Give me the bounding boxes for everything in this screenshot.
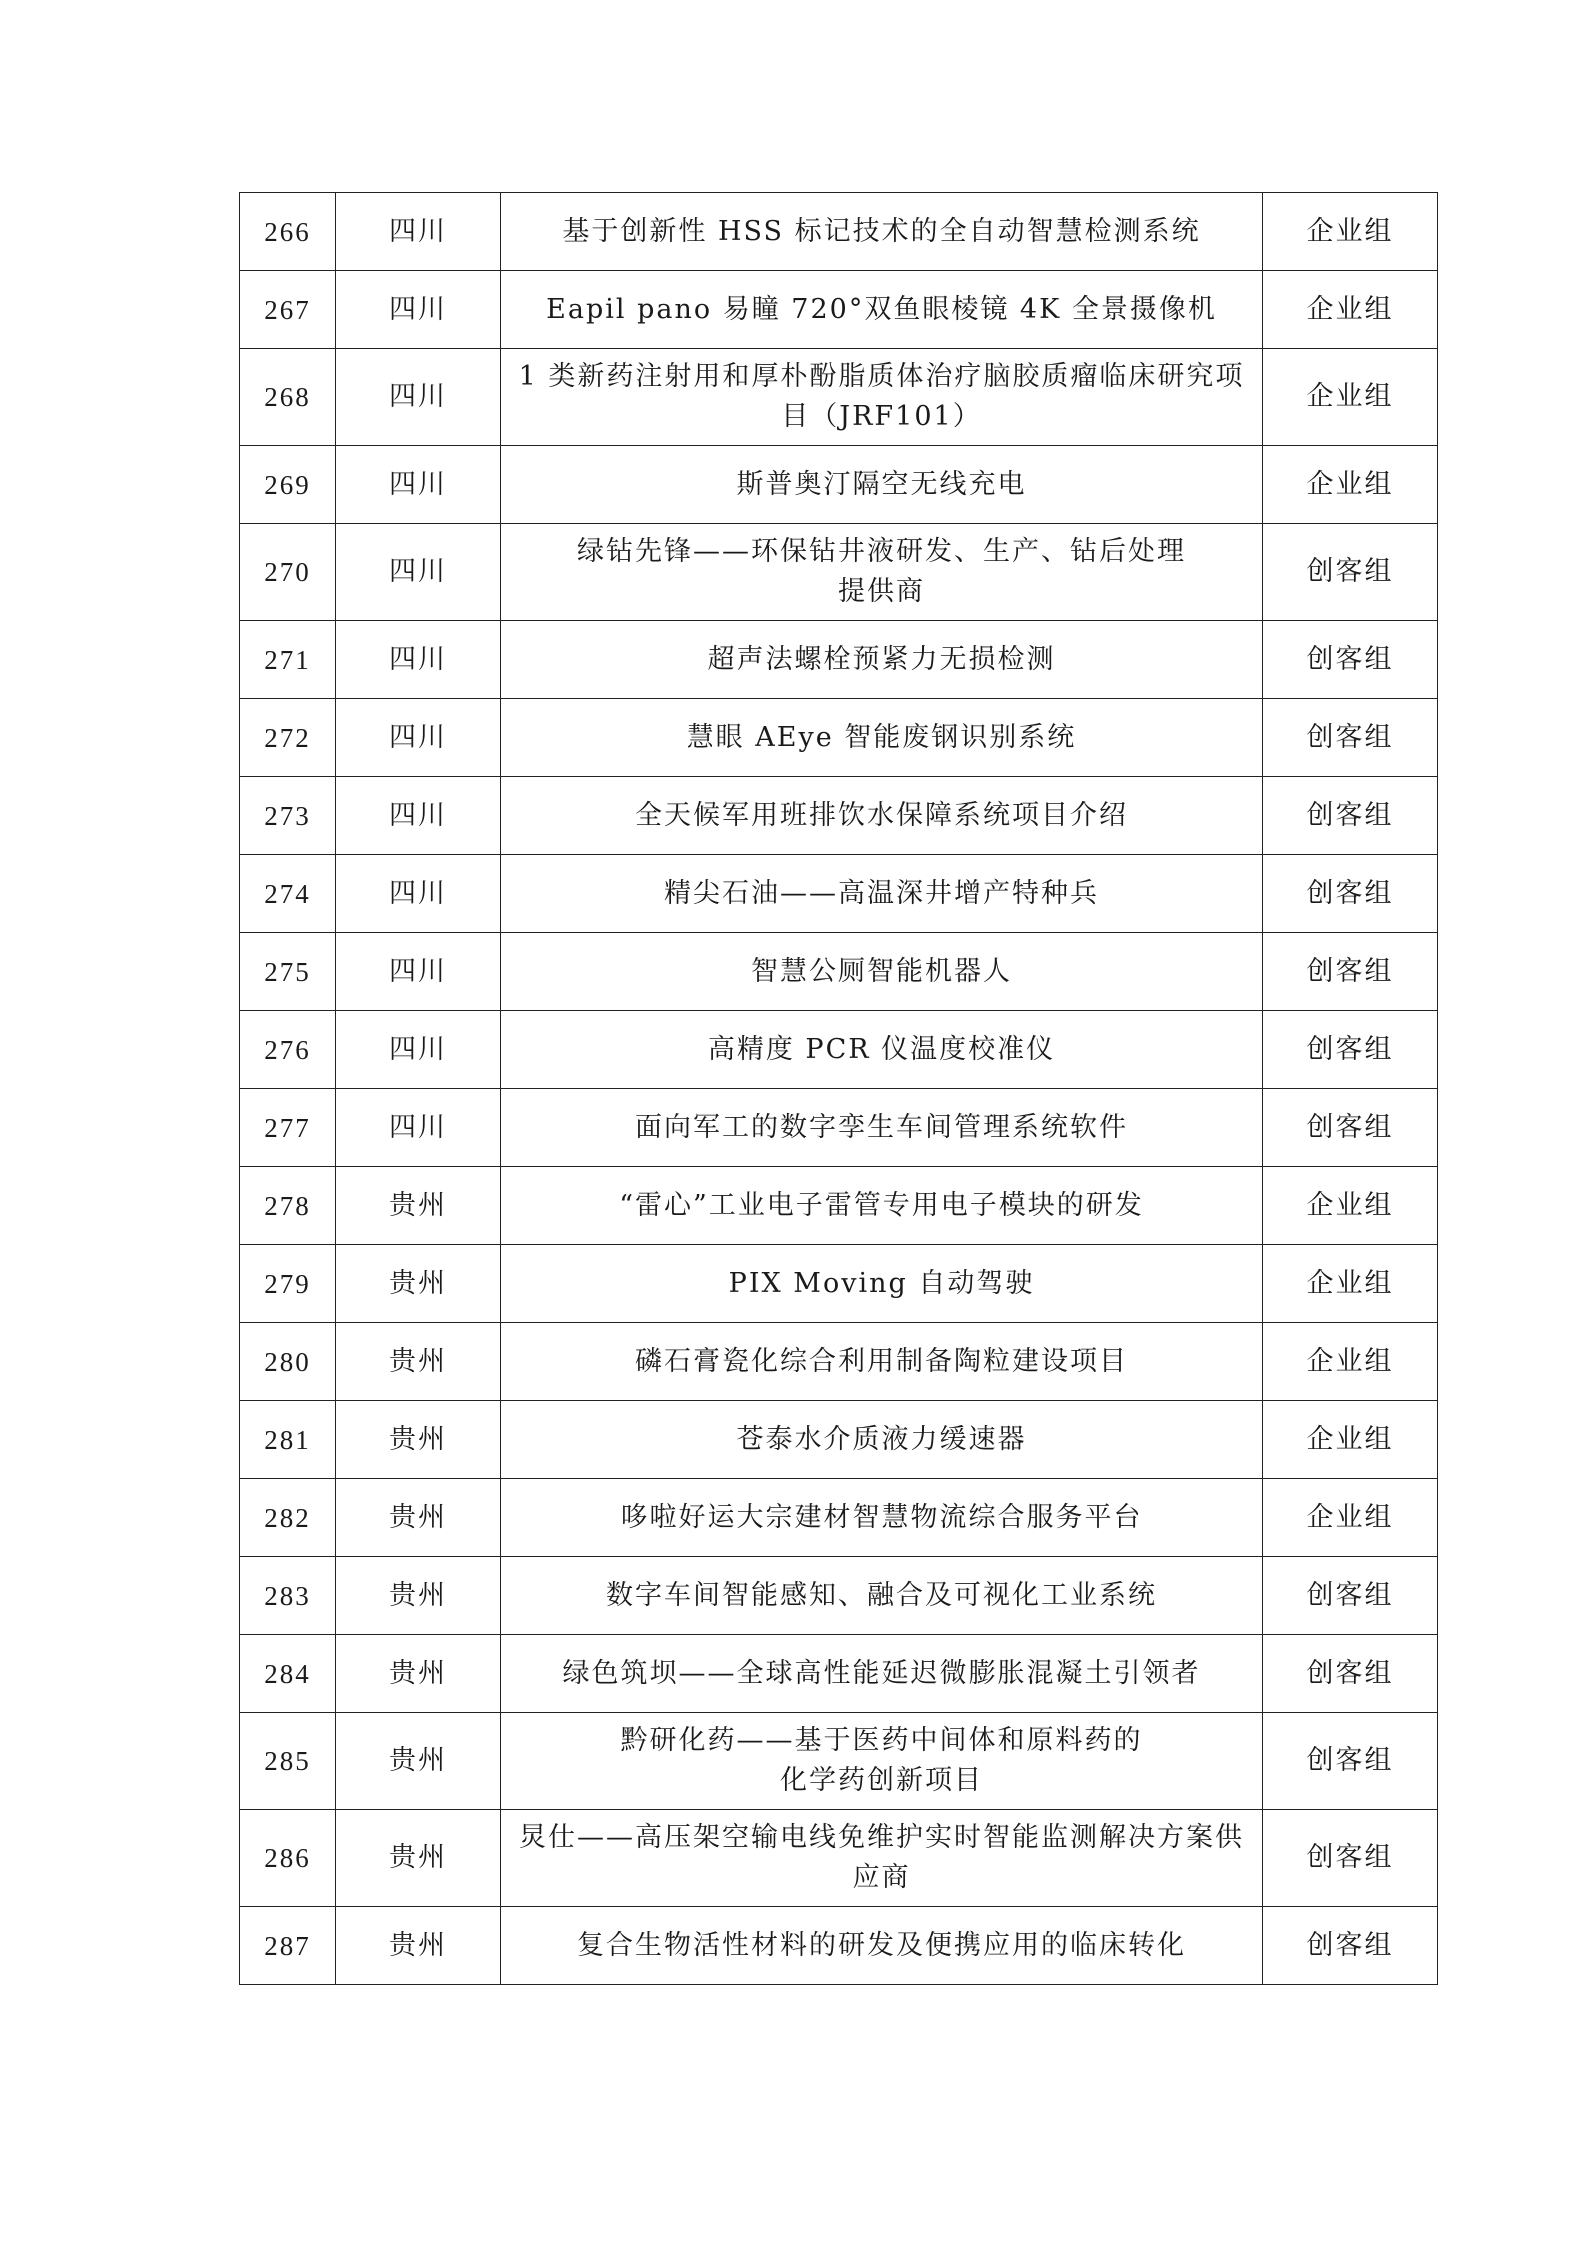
row-group: 创客组	[1263, 1011, 1438, 1089]
row-project-title	[501, 446, 1263, 524]
row-province: 四川	[336, 621, 501, 699]
row-group: 创客组	[1263, 621, 1438, 699]
row-group: 企业组	[1263, 1479, 1438, 1557]
row-project-title	[501, 855, 1263, 933]
table-row	[240, 1907, 1438, 1985]
row-province: 贵州	[336, 1557, 501, 1635]
project-title-line: 全天候军用班排饮水保障系统项目介绍	[635, 799, 1128, 831]
project-table	[239, 192, 1438, 1985]
table-row	[240, 1401, 1438, 1479]
row-group: 企业组	[1263, 193, 1438, 271]
table-row	[240, 1167, 1438, 1245]
row-project-title	[501, 699, 1263, 777]
row-number: 268	[240, 349, 336, 446]
project-title-line: 化学药创新项目	[780, 1765, 983, 1796]
row-project-title	[501, 621, 1263, 699]
row-province: 贵州	[336, 1907, 501, 1985]
row-province: 四川	[336, 193, 501, 271]
row-project-title	[501, 524, 1263, 621]
row-project-title	[501, 1323, 1263, 1401]
row-province: 贵州	[336, 1323, 501, 1401]
row-province: 贵州	[336, 1479, 501, 1557]
project-title-line: 应商	[852, 1862, 911, 1893]
row-project-title	[501, 1479, 1263, 1557]
row-province: 四川	[336, 699, 501, 777]
row-project-title	[501, 1167, 1263, 1245]
row-group: 企业组	[1263, 271, 1438, 349]
row-province: 贵州	[336, 1635, 501, 1713]
row-group: 创客组	[1263, 1907, 1438, 1985]
table-row	[240, 193, 1438, 271]
project-title-line: “雷心”工业电子雷管专用电子模块的研发	[619, 1189, 1144, 1221]
project-title-line: 复合生物活性材料的研发及便携应用的临床转化	[577, 1929, 1186, 1961]
project-title-line: 高精度 PCR 仪温度校准仪	[707, 1033, 1056, 1065]
row-project-title	[501, 1011, 1263, 1089]
project-title-line: 斯普奥汀隔空无线充电	[736, 468, 1027, 500]
project-title-line: 基于创新性 HSS 标记技术的全自动智慧检测系统	[562, 215, 1201, 247]
row-number: 285	[240, 1713, 336, 1810]
project-list-page	[239, 192, 1437, 1985]
row-number: 274	[240, 855, 336, 933]
table-row	[240, 1635, 1438, 1713]
project-title-line: 面向军工的数字孪生车间管理系统软件	[635, 1111, 1128, 1143]
project-title-line: 智慧公厕智能机器人	[751, 955, 1012, 987]
row-project-title	[501, 1810, 1263, 1907]
row-group: 创客组	[1263, 1635, 1438, 1713]
project-title-line: 绿钻先锋——环保钻井液研发、生产、钻后处理	[577, 536, 1186, 567]
row-number: 276	[240, 1011, 336, 1089]
project-title-line: Eapil pano 易瞳 720°双鱼眼棱镜 4K 全景摄像机	[546, 293, 1217, 325]
project-title-line: 精尖石油——高温深井增产特种兵	[664, 877, 1099, 909]
row-project-title	[501, 271, 1263, 349]
row-group: 企业组	[1263, 1167, 1438, 1245]
row-group: 创客组	[1263, 1713, 1438, 1810]
row-project-title	[501, 1245, 1263, 1323]
project-title-line: PIX Moving 自动驾驶	[728, 1267, 1035, 1299]
project-title-line: 黔研化药——基于医药中间体和原料药的	[620, 1725, 1143, 1756]
row-project-title	[501, 349, 1263, 446]
table-row	[240, 1245, 1438, 1323]
row-province: 四川	[336, 1011, 501, 1089]
row-group: 创客组	[1263, 1089, 1438, 1167]
table-row	[240, 1479, 1438, 1557]
row-number: 275	[240, 933, 336, 1011]
row-group: 创客组	[1263, 524, 1438, 621]
table-row	[240, 933, 1438, 1011]
project-title-line: 苍泰水介质液力缓速器	[736, 1423, 1027, 1455]
row-number: 269	[240, 446, 336, 524]
row-province: 四川	[336, 1089, 501, 1167]
row-group: 创客组	[1263, 1810, 1438, 1907]
row-group: 企业组	[1263, 446, 1438, 524]
table-row	[240, 621, 1438, 699]
row-province: 四川	[336, 777, 501, 855]
row-project-title	[501, 933, 1263, 1011]
project-title-line: 超声法螺栓预紧力无损检测	[707, 643, 1056, 675]
table-row	[240, 855, 1438, 933]
row-group: 企业组	[1263, 349, 1438, 446]
project-title-line: 磷石膏瓷化综合利用制备陶粒建设项目	[635, 1345, 1128, 1377]
table-row	[240, 1011, 1438, 1089]
table-row	[240, 1810, 1438, 1907]
row-project-title	[501, 1401, 1263, 1479]
project-title-line: 数字车间智能感知、融合及可视化工业系统	[606, 1579, 1157, 1611]
row-group: 企业组	[1263, 1323, 1438, 1401]
row-province: 贵州	[336, 1713, 501, 1810]
row-number: 270	[240, 524, 336, 621]
row-project-title	[501, 777, 1263, 855]
row-group: 创客组	[1263, 699, 1438, 777]
row-project-title	[501, 1557, 1263, 1635]
project-title-line: 慧眼 AEye 智能废钢识别系统	[686, 721, 1077, 753]
table-row	[240, 777, 1438, 855]
row-number: 286	[240, 1810, 336, 1907]
row-group: 企业组	[1263, 1401, 1438, 1479]
row-group: 创客组	[1263, 777, 1438, 855]
row-province: 贵州	[336, 1401, 501, 1479]
row-number: 280	[240, 1323, 336, 1401]
row-province: 贵州	[336, 1810, 501, 1907]
row-project-title	[501, 1907, 1263, 1985]
row-number: 284	[240, 1635, 336, 1713]
row-group: 创客组	[1263, 1557, 1438, 1635]
row-province: 四川	[336, 349, 501, 446]
project-title-line: 提供商	[838, 576, 925, 607]
project-title-line: 绿色筑坝——全球高性能延迟微膨胀混凝土引领者	[562, 1657, 1201, 1689]
row-number: 272	[240, 699, 336, 777]
row-project-title	[501, 1635, 1263, 1713]
row-province: 四川	[336, 271, 501, 349]
row-number: 266	[240, 193, 336, 271]
row-project-title	[501, 193, 1263, 271]
row-project-title	[501, 1713, 1263, 1810]
row-province: 贵州	[336, 1245, 501, 1323]
row-number: 282	[240, 1479, 336, 1557]
table-row	[240, 524, 1438, 621]
row-number: 281	[240, 1401, 336, 1479]
project-title-line: 1 类新药注射用和厚朴酚脂质体治疗脑胶质瘤临床研究项	[518, 361, 1245, 392]
table-row	[240, 271, 1438, 349]
row-number: 278	[240, 1167, 336, 1245]
row-number: 277	[240, 1089, 336, 1167]
project-table-body	[240, 193, 1438, 1985]
row-group: 创客组	[1263, 933, 1438, 1011]
row-number: 287	[240, 1907, 336, 1985]
table-row	[240, 446, 1438, 524]
row-project-title	[501, 1089, 1263, 1167]
row-number: 279	[240, 1245, 336, 1323]
table-row	[240, 699, 1438, 777]
table-row	[240, 1323, 1438, 1401]
row-number: 273	[240, 777, 336, 855]
project-title-line: 炅仕——高压架空输电线免维护实时智能监测解决方案供	[519, 1822, 1244, 1853]
row-group: 创客组	[1263, 855, 1438, 933]
row-number: 271	[240, 621, 336, 699]
row-number: 267	[240, 271, 336, 349]
table-row	[240, 349, 1438, 446]
row-group: 企业组	[1263, 1245, 1438, 1323]
row-province: 四川	[336, 855, 501, 933]
table-row	[240, 1713, 1438, 1810]
row-number: 283	[240, 1557, 336, 1635]
row-province: 四川	[336, 933, 501, 1011]
table-row	[240, 1089, 1438, 1167]
row-province: 四川	[336, 446, 501, 524]
project-title-line: 哆啦好运大宗建材智慧物流综合服务平台	[620, 1501, 1143, 1533]
row-province: 贵州	[336, 1167, 501, 1245]
table-row	[240, 1557, 1438, 1635]
row-province: 四川	[336, 524, 501, 621]
project-title-line: 目（JRF101）	[781, 401, 982, 432]
